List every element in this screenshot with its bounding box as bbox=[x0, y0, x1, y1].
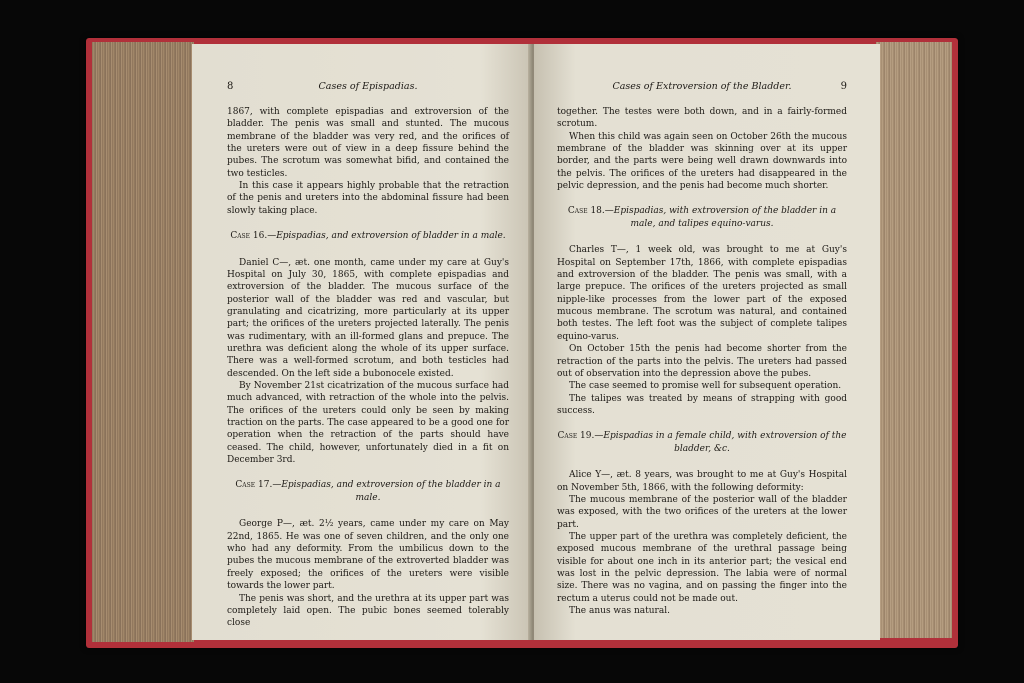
page-edges-right bbox=[876, 42, 952, 638]
paragraph: By November 21st cicatrization of the mucous surface had much advanced, with retraction of the whole into the pelvis. The orifices of the ureters could only be seen by making traction on the parts. The case appeared to be a good one for operation when the retraction of the parts should have ceased. The child, however, unfortunately died in a fit on December 3rd. bbox=[227, 381, 509, 466]
paragraph: Alice Y—, æt. 8 years, was brought to me at Guy's Hospital on November 5th, 1866, with the following deformity: bbox=[557, 470, 847, 493]
case-16-heading bbox=[227, 230, 509, 243]
paragraph: The talipes was treated by means of strapping with good success. bbox=[557, 393, 847, 416]
paragraph: The case seemed to promise well for subsequent operation. bbox=[569, 381, 842, 392]
left-page-body bbox=[227, 106, 509, 630]
paragraph: The mucous membrane of the posterior wall of the bladder was exposed, with the two orifices of the ureters at the lower part. bbox=[557, 494, 847, 530]
paragraph: 1867, with complete epispadias and extroversion of the bladder. The penis was small and stunted. The mucous membrane of the bladder was very red, and the orifices of the ureters were out of view in a deep fissure behind the pubes. The scrotum was somewhat bifid, and contained the two testicles. bbox=[227, 107, 509, 179]
case-17-title: —Epispadias, and extroversion of the bladder in a male. bbox=[272, 480, 501, 503]
case-16-number: Case 16. bbox=[230, 231, 268, 242]
case-18-number: Case 18. bbox=[567, 206, 605, 217]
case-17-number: Case 17. bbox=[235, 480, 273, 491]
paragraph: The upper part of the urethra was completely deficient, the exposed mucous membrane of the urethral passage being visible for about one inch in its anterior part; the vesical end was lost in the pelvic depression. The labia were of normal size. There was no vagina, and on passing the finger into the rectum a uterus could not be made out. bbox=[557, 531, 847, 604]
paragraph: The anus was natural. bbox=[569, 606, 670, 616]
case-19-title: —Epispadias in a female child, with extroversion of the bladder, &c. bbox=[594, 431, 847, 454]
case-19-heading bbox=[557, 430, 847, 455]
paragraph: The penis was short, and the urethra at its upper part was completely laid open. The pubic bones seemed tolerably close bbox=[227, 593, 509, 629]
paragraph: On October 15th the penis had become shorter from the retraction of the parts into the pelvis. The ureters had passed out of observation into the depression above the pubes. bbox=[557, 344, 847, 379]
case-19-number: Case 19. bbox=[557, 431, 595, 442]
left-page bbox=[192, 44, 532, 640]
left-page-header bbox=[227, 80, 509, 94]
case-18-title: —Epispadias, with extroversion of the bladder in a male, and talipes equino-varus. bbox=[604, 206, 837, 229]
right-page bbox=[534, 44, 880, 640]
right-page-number: 9 bbox=[840, 81, 847, 92]
paragraph: Daniel C—, æt. one month, came under my care at Guy's Hospital on July 30, 1865, with complete epispadias and extroversion of the bladder. The mucous surface of the posterior wall of the bladder was red and vascular, but granulating and cicatrizing, more particularly at its upper part; the orifices of the ureters projected laterally. The penis was rudimentary, with an ill-formed glans and prepuce. The urethra was deficient along the whole of its upper surface. There was a well-formed scrotum, and both testicles had descended. On the left side a bubonocele existed. bbox=[227, 257, 509, 379]
right-page-body bbox=[557, 106, 847, 617]
paragraph: George P—, æt. 2½ years, came under my care on May 22nd, 1865. He was one of seven children, and the only one who had any deformity. From the umbilicus down to the pubes the mucous membrane of the extroverted bladder was freely exposed; the orifices of the ureters were visible towards the lower part. bbox=[227, 519, 509, 592]
paragraph: When this child was again seen on October 26th the mucous membrane of the bladder was skinning over at its upper border, and the parts were being well drawn downwards into the pelvis. The orifices of the ureters had disappeared in the pelvic depression, and the penis had become much shorter. bbox=[557, 131, 847, 192]
right-running-title: Cases of Extroversion of the Bladder. bbox=[612, 81, 792, 92]
case-17-heading bbox=[227, 479, 509, 504]
page-edges-left bbox=[92, 42, 194, 642]
paragraph: Charles T—, 1 week old, was brought to me at Guy's Hospital on September 17th, 1866, with complete epispadias and extroversion of the bladder. The penis was small, with a large prepuce. The orifices of the ureters projected as small nipple-like processes from the lower part of the exposed mucous membrane. The scrotum was natural, and contained both testes. The left foot was the subject of complete talipes equino-varus. bbox=[557, 245, 847, 342]
paragraph: In this case it appears highly probable that the retraction of the penis and ureters into the abdominal fissure had been slowly taking place. bbox=[227, 181, 509, 216]
right-page-header bbox=[557, 80, 847, 94]
case-16-title: —Epispadias, and extroversion of bladder in a male. bbox=[267, 231, 506, 242]
paragraph: together. The testes were both down, and in a fairly-formed scrotum. bbox=[557, 107, 847, 130]
case-18-heading bbox=[557, 205, 847, 230]
left-page-number: 8 bbox=[227, 81, 234, 92]
left-running-title: Cases of Epispadias. bbox=[318, 81, 418, 92]
